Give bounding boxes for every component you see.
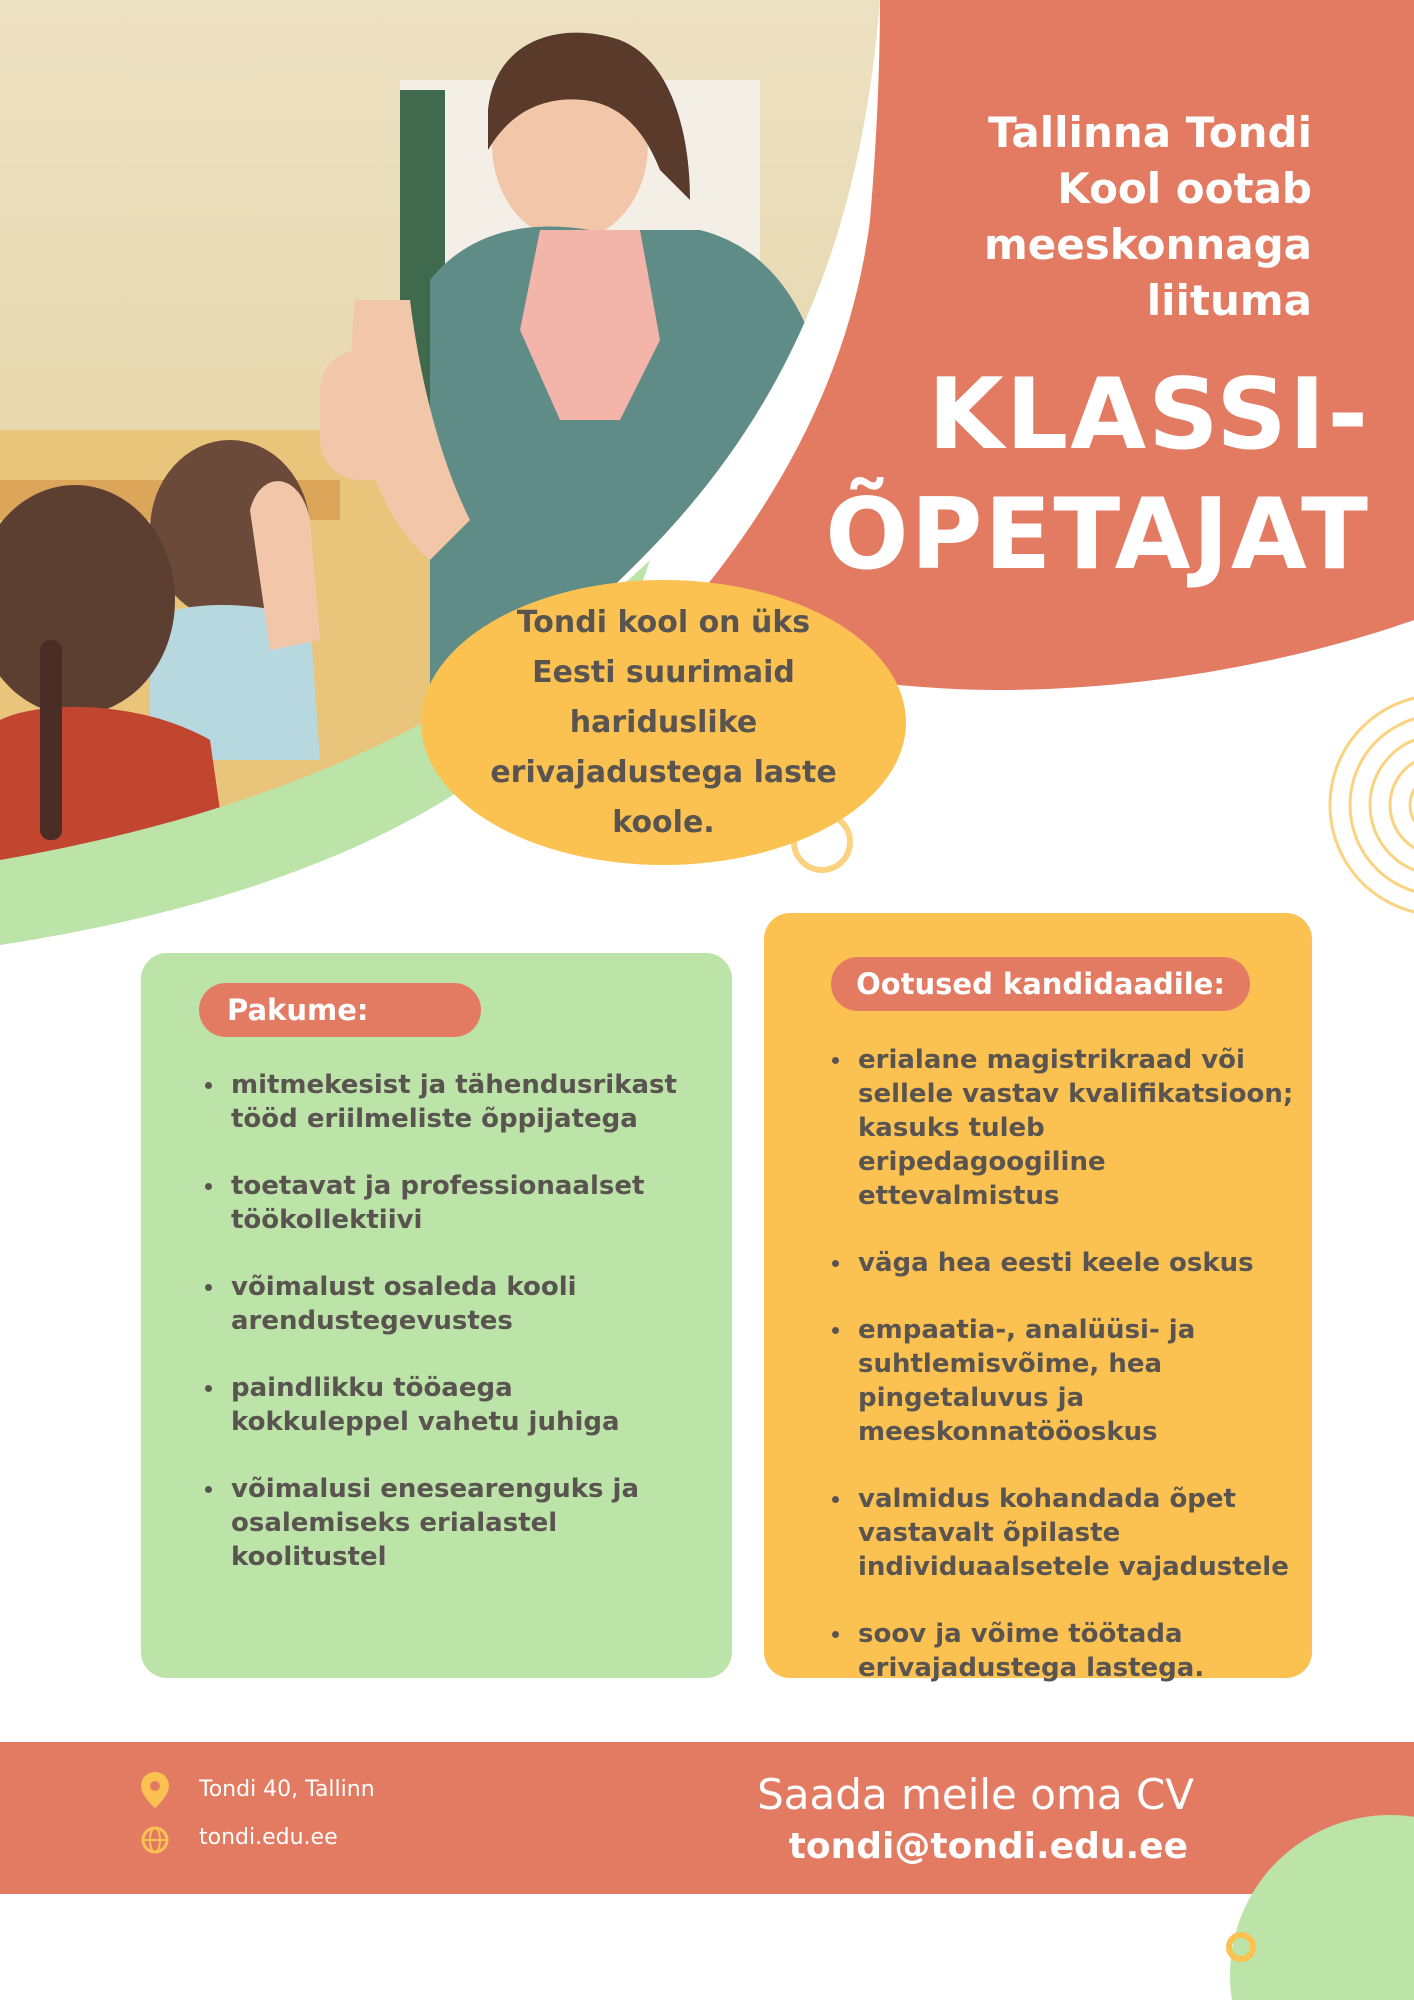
intro-bubble-text: Tondi kool on üks Eesti suurimaid hariduslike erivajadustega laste koole. [490,604,837,840]
cv-call-to-action: Saada meile oma CV [757,1770,1194,1819]
heading-intro-line: Kool ootab [1057,164,1312,213]
website-link[interactable]: tondi.edu.ee [199,1825,338,1850]
small-ring-decoration-icon [1224,1930,1258,1964]
position-title-line: KLASSI- [927,358,1370,472]
expectations-card [764,913,1312,1683]
expectations-list [828,1043,1298,1718]
heading-intro-line: liituma [1146,276,1312,325]
expectations-title: Ootused kandidaadile: [831,957,1250,1011]
location-pin-icon [141,1772,169,1808]
list-item: toetavat ja professionaalset töökollektiivi [231,1169,691,1237]
position-title-line: ÕPETAJAT [825,478,1370,592]
concentric-rings-decoration-icon [1330,695,1414,915]
list-item: võimalust osaleda kooli arendustegevustes [231,1270,691,1338]
intro-bubble [421,580,906,865]
email-link[interactable]: tondi@tondi.edu.ee [788,1826,1188,1867]
list-item: valmidus kohandada õpet vastavalt õpilaste individuaalsetele vajadustele [858,1482,1298,1584]
heading-intro-line: meeskonnaga [984,220,1312,269]
list-item: empaatia-, analüüsi- ja suhtlemisvõime, hea pingetaluvus ja meeskonnatööoskus [858,1313,1298,1449]
green-corner-shape [1230,1815,1414,2000]
offer-card [141,953,732,1678]
position-title [825,355,1370,595]
list-item: väga hea eesti keele oskus [858,1246,1298,1280]
globe-icon [141,1826,169,1854]
offer-list [201,1068,691,1607]
offer-title: Pakume: [199,983,481,1037]
address-text: Tondi 40, Tallinn [199,1777,375,1802]
heading-intro [872,105,1312,329]
heading-intro-line: Tallinna Tondi [988,108,1312,157]
list-item: erialane magistrikraad või sellele vastav kvalifikatsioon; kasuks tuleb eripedagoogiline ettevalmistus [858,1043,1298,1213]
footer-bar [0,1742,1414,1894]
list-item: mitmekesist ja tähendusrikast tööd eriilmeliste õppijatega [231,1068,691,1136]
list-item: soov ja võime töötada erivajadustega lastega. [858,1617,1298,1685]
list-item: võimalusi enesearenguks ja osalemiseks erialastel koolitustel [231,1472,691,1574]
list-item: paindlikku tööaega kokkuleppel vahetu juhiga [231,1371,691,1439]
